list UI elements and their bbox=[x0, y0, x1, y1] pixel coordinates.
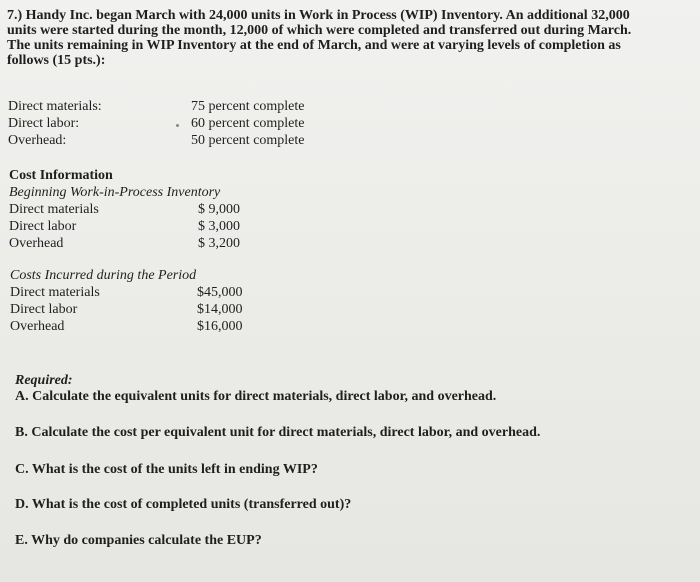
cost-value: $ 3,200 bbox=[198, 236, 240, 251]
beginning-cost-row bbox=[9, 218, 240, 235]
question-c: C. What is the cost of the units left in ending WIP? bbox=[15, 462, 318, 477]
beginning-cost-row bbox=[9, 201, 240, 218]
bullet-dot bbox=[176, 124, 179, 127]
cost-information bbox=[9, 167, 240, 252]
cost-value: $14,000 bbox=[197, 302, 243, 317]
completion-value: 75 percent complete bbox=[191, 99, 305, 114]
cost-value: $45,000 bbox=[197, 285, 243, 300]
cost-value: $ 3,000 bbox=[198, 219, 240, 234]
cost-label: Direct materials bbox=[10, 285, 100, 300]
costs-incurred bbox=[10, 267, 243, 335]
cost-label: Direct materials bbox=[9, 202, 99, 217]
cost-label: Overhead bbox=[10, 319, 65, 334]
cost-label: Overhead bbox=[9, 236, 64, 251]
cost-label: Direct labor bbox=[9, 219, 77, 234]
cost-info-heading: Cost Information bbox=[9, 168, 113, 183]
beginning-wip-heading: Beginning Work-in-Process Inventory bbox=[9, 185, 221, 200]
problem-statement bbox=[7, 8, 631, 68]
cost-label: Direct labor bbox=[10, 302, 78, 317]
required-heading: Required: bbox=[15, 373, 73, 388]
problem-line-1: 7.) Handy Inc. began March with 24,000 units in Work in Process (WIP) Inventory. An additional 32,000 bbox=[7, 8, 630, 23]
completion-value: 60 percent complete bbox=[191, 116, 305, 131]
incurred-cost-row bbox=[10, 318, 243, 335]
completion-value: 50 percent complete bbox=[191, 133, 305, 148]
completion-label: Overhead: bbox=[8, 133, 67, 148]
completion-label: Direct materials: bbox=[8, 99, 102, 114]
cost-value: $16,000 bbox=[197, 319, 243, 334]
completion-label: Direct labor: bbox=[8, 116, 80, 131]
question-e: E. Why do companies calculate the EUP? bbox=[15, 533, 262, 548]
question-a: A. Calculate the equivalent units for direct materials, direct labor, and overhead. bbox=[15, 389, 497, 404]
incurred-cost-row bbox=[10, 284, 243, 301]
question-d: D. What is the cost of completed units (transferred out)? bbox=[15, 497, 352, 512]
question-b: B. Calculate the cost per equivalent unit for direct materials, direct labor, and overhead. bbox=[15, 425, 541, 440]
problem-line-2: units were started during the month, 12,000 of which were completed and transferred out during March. bbox=[7, 23, 632, 38]
costs-incurred-heading: Costs Incurred during the Period bbox=[10, 268, 197, 283]
incurred-cost-row bbox=[10, 301, 243, 318]
cost-value: $ 9,000 bbox=[198, 202, 240, 217]
beginning-cost-row bbox=[9, 235, 240, 252]
problem-line-4: follows (15 pts.): bbox=[7, 53, 106, 68]
problem-line-3: The units remaining in WIP Inventory at the end of March, and were at varying levels of completion as bbox=[7, 38, 621, 53]
